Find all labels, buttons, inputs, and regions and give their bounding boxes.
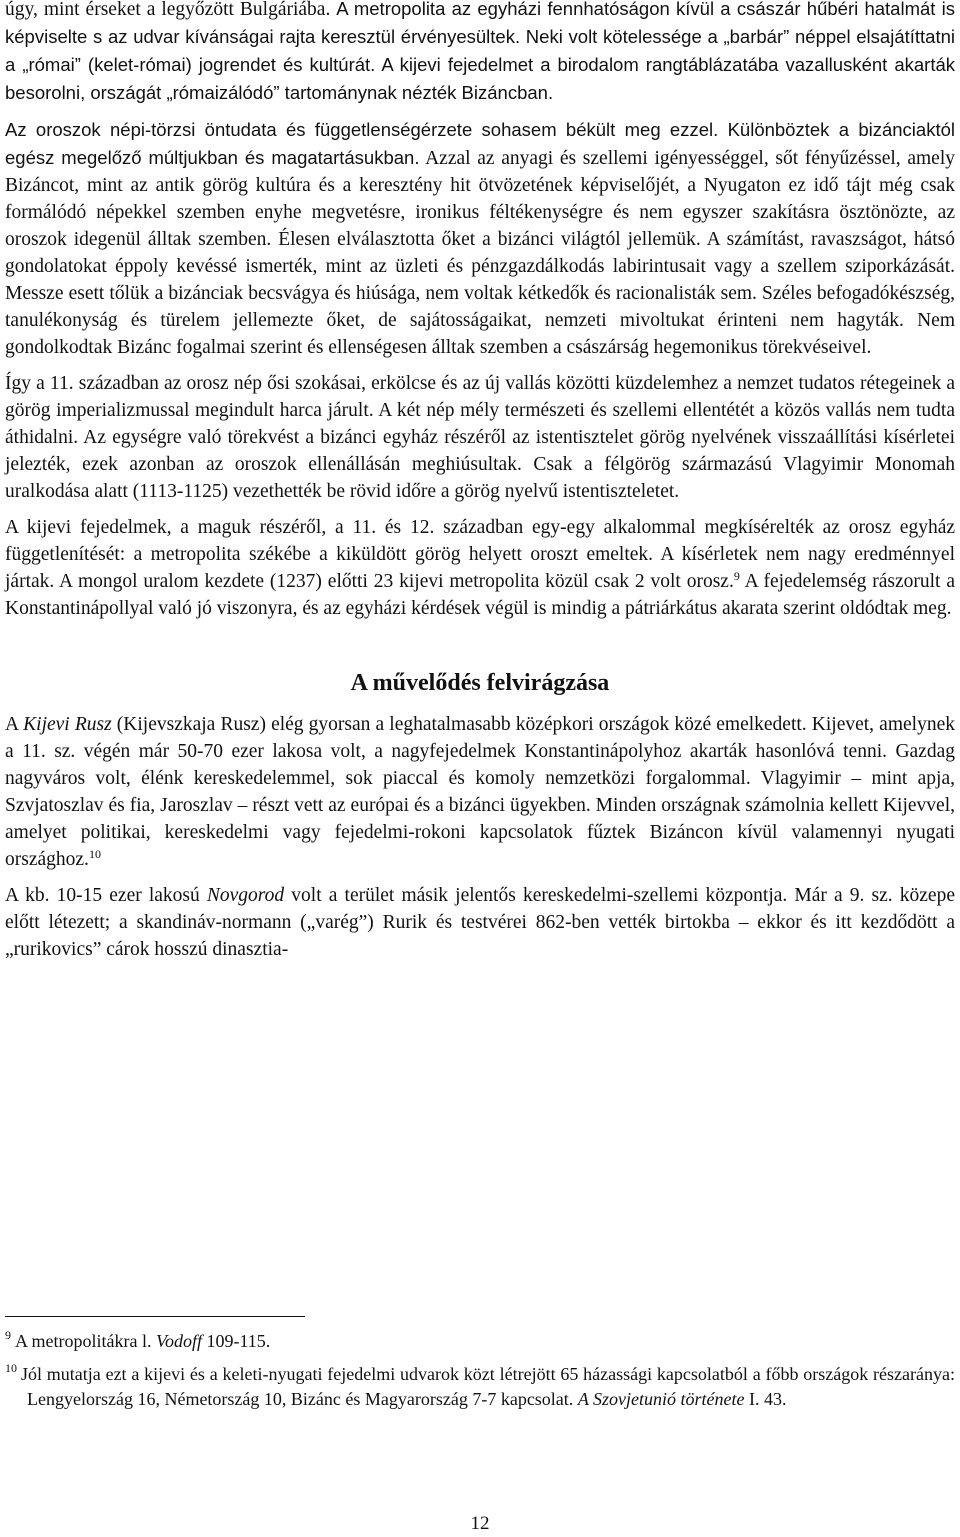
footnote-ref-9[interactable]: 9 (733, 569, 740, 583)
paragraph-1 (5, 0, 955, 107)
paragraph-2 (5, 116, 955, 361)
paragraph-2-serif-part: Azzal az anyagi és szellemi igényességgel, sőt fényűzéssel, amely Bizáncot, mint az antik görög kultúra és a keresztény hit ötvözetének képviselőjét, a Nyugaton ez idő tájt még csak formálódó népekkel szemben enyhe megvetésre, ironikus féltékenységre és nem egyszer szakításra ösztönözte, az oroszok idegenül álltak szemben. Élesen elválasztotta őket a bizánci világtól jellemük. A számítást, ravaszságot, hátsó gondolatokat éppoly kevéssé ismerték, mint az üzleti és pénzgazdálkodás labirintusait vagy a szellem sziporkázását. Messze esett tőlük a bizánciak becsvágya és hiúsága, nem voltak kétkedők és racionalisták sem. Széles befogadókészség, tanulékonyság és türelem jellemezte őket, de sajátosságaikat, nemzeti mivoltukat érinteni nem hagyták. Nem gondolkodtak Bizánc fogalmai szerint és ellenségesen álltak szemben a császárság hegemonikus törekvéseivel. (5, 148, 955, 358)
paragraph-2-sans-part: Az oroszok népi-törzsi öntudata és függetlenségérzete sohasem békült meg ezzel. Különböztek a bizánciaktól egész megelőző múltjukban és magatartásukban. (5, 119, 955, 168)
paragraph-5-text-b: (Kijevszkaja Rusz) elég gyorsan a leghatalmasabb középkori országok közé emelkedett. Kijevet, amelynek a 11. sz. végén már 50-70 ezer lakosa volt, a nagyfejedelmek Konstantinápolyhoz akarták hasonlóvá tenni. Gazdag nagyváros volt, élénk kereskedelemmel, sok piaccal és komoly nemzetközi forgalommal. Vlagyimir – mint apja, Szvjatoszlav és fia, Jaroszlav – részt vett az európai és a bizánci ügyekben. Minden országnak számolnia kellett Kijevvel, amelyet politikai, kereskedelmi vagy fejedelmi-rokoni kapcsolatok fűztek Bizáncon kívül valamennyi nyugati országhoz. (5, 714, 955, 870)
paragraph-6 (5, 882, 955, 963)
paragraph-1-serif-part: úgy, mint érseket a legyőzött Bulgáriába. (5, 0, 331, 20)
footnote-10-number: 10 (5, 1361, 17, 1375)
footnote-9-text-a: A metropolitákra l. (15, 1331, 156, 1351)
paragraph-5-italic: Kijevi Rusz (23, 714, 112, 735)
paragraph-3: Így a 11. században az orosz nép ősi szokásai, erkölcse és az új vallás közötti küzdelemhez a nemzet tudatos rétegeinek a görög imperializmussal megindult harca járult. A két nép mély természeti és szellemi ellentétét a közös vallás nem tudta áthidalni. Az egységre való törekvést a bizánci egyház részéről az istentisztelet görög nyelvének visszaállítási kísérletei jelezték, ezek azonban az oroszok ellenállásán meghiúsultak. Csak a félgörög származású Vlagyimir Monomah uralkodása alatt (1113-1125) vezethették be rövid időre a görög nyelvű istentiszteletet. (5, 373, 955, 502)
paragraph-6-italic: Novgorod (206, 885, 285, 906)
footnote-9-italic: Vodoff (155, 1331, 202, 1351)
section-heading: A művelődés felvirágzása (350, 670, 610, 696)
page-number: 12 (470, 1513, 490, 1534)
footnote-10 (5, 1362, 955, 1412)
footnote-10-text-b: I. 43. (744, 1389, 787, 1409)
paragraph-4-text-b: A fejedelemség rászorult a Konstantinápollyal való jó viszonyra, és az egyházi kérdések végül is mindig a pátriárkátus akarata szerint oldódtak meg. (5, 571, 955, 619)
footnote-9 (5, 1329, 955, 1354)
footnote-ref-10[interactable]: 10 (88, 847, 101, 861)
footnotes (5, 1316, 955, 1420)
footnote-separator (5, 1316, 305, 1317)
paragraph-6-text-b: volt a terület másik jelentős kereskedelmi-szellemi központja. Már a 9. sz. közepe előtt létezett; a skandináv-normann („varég”) Rurik és testvérei 862-ben vették birtokba – ekkor és itt kezdődött a „rurikovics” cárok hosszú dinasztia- (5, 885, 955, 960)
footnote-9-number: 9 (5, 1328, 11, 1342)
paragraph-4 (5, 514, 955, 622)
footnote-10-italic: A Szovjetunió története (577, 1389, 745, 1409)
paragraph-1-sans-part: A metropolita az egyházi fennhatóságon kívül a császár hűbéri hatalmát is képviselte s az udvar kívánságai rajta keresztül érvényesültek. Neki volt kötelessége a „barbár” néppel elsajátíttatni a „római” (kelet-római) jogrendet és kultúrát. A kijevi fejedelmet a birodalom rangtáblázatába vazallusként akarták besorolni, országát „rómaizálódó” tartománynak nézték Bizáncban. (5, 0, 955, 103)
footnote-10-text-a: Jól mutatja ezt a kijevi és a keleti-nyugati fejedelmi udvarok közt létrejött 65 házassági kapcsolatból a főbb országok részaránya: Lengyelország 16, Németország 10, Bizánc és Magyarország 7-7 kapcsolat. (21, 1364, 955, 1409)
page-body (5, 0, 955, 963)
paragraph-4-text-a: A kijevi fejedelmek, a maguk részéről, a 11. és 12. században egy-egy alkalommal megkísérelték az orosz egyház függetlenítését: a metropolita székébe a kiküldött görög helyett oroszt emeltek. A kísérletek nem nagy eredménnyel jártak. A mongol uralom kezdete (1237) előtti 23 kijevi metropolita közül csak 2 volt orosz. (5, 517, 955, 592)
paragraph-5 (5, 711, 955, 873)
footnote-9-text-b: 109-115. (201, 1331, 271, 1351)
paragraph-5-text-a: A (5, 714, 24, 735)
paragraph-6-text-a: A kb. 10-15 ezer lakosú (5, 885, 207, 906)
